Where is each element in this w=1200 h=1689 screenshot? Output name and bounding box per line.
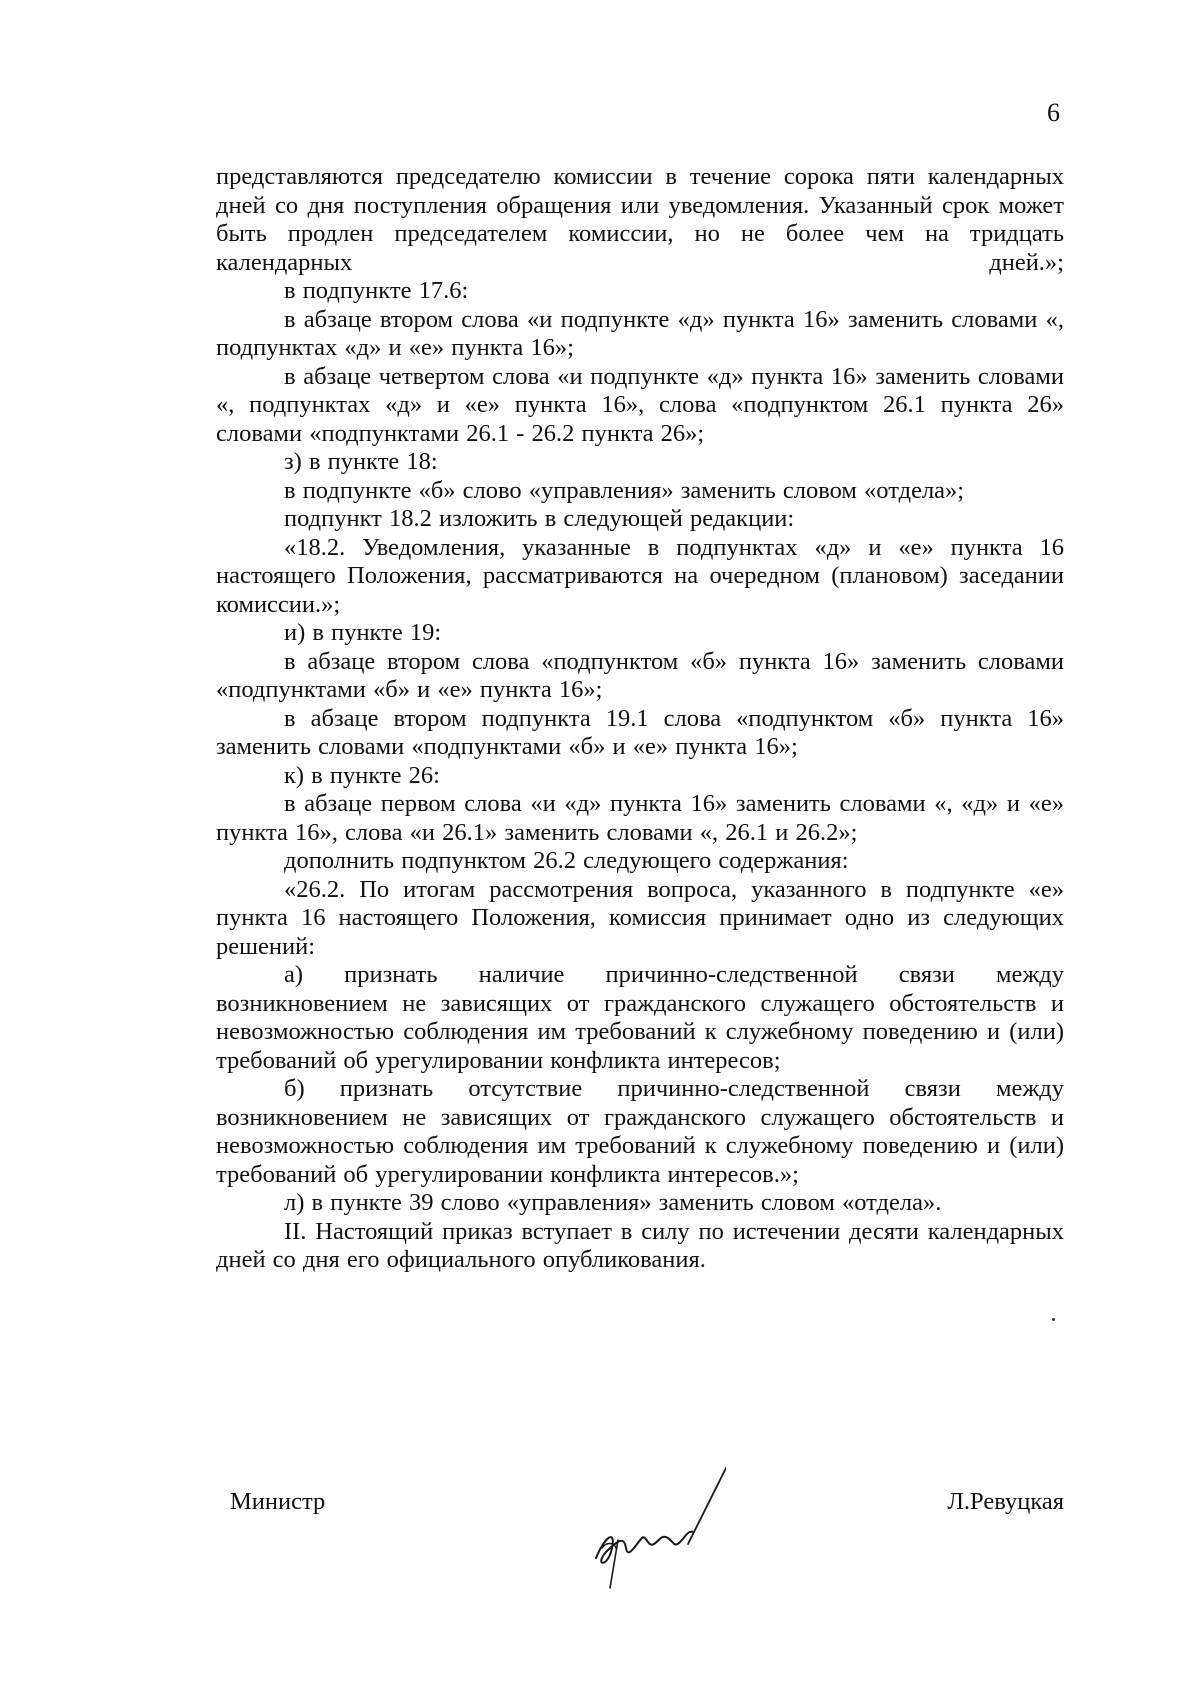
body-paragraph: в абзаце втором слова «подпунктом «б» пункта 16» заменить словами «подпунктами «б» и «е» пункта 16»; <box>216 647 1064 703</box>
body-paragraph: «26.2. По итогам рассмотрения вопроса, указанного в подпункте «е» пункта 16 настоящего Положения, комиссия принимает одно из следующих решений: <box>216 875 1064 960</box>
document-body <box>216 163 1064 1275</box>
signature-block <box>216 1458 1064 1598</box>
body-paragraph: в абзаце втором подпункта 19.1 слова «подпунктом «б» пункта 16» заменить словами «подпунктами «б» и «е» пункта 16»; <box>216 704 1064 760</box>
body-paragraph: а) признать наличие причинно-следственной связи между возникновением не зависящих от гражданского служащего обстоятельств и невозможностью соблюдения им требований к служебному поведению и (или) требований об урегулировании конфликта интересов; <box>216 961 1064 1074</box>
body-paragraph: в абзаце четвертом слова «и подпункте «д» пункта 16» заменить словами «, подпунктах «д» и «е» пункта 16», слова «подпунктом 26.1 пункта 26» словами «подпунктами 26.1 - 26.2 пункта 26»; <box>216 362 1064 447</box>
scan-dot <box>1052 1318 1055 1321</box>
body-paragraph: к) в пункте 26: <box>284 761 440 789</box>
body-paragraph: подпункт 18.2 изложить в следующей редакции: <box>284 505 795 532</box>
body-paragraph: «18.2. Уведомления, указанные в подпунктах «д» и «е» пункта 16 настоящего Положения, рассматриваются на очередном (плановом) заседании комиссии.»; <box>216 533 1064 618</box>
body-paragraph: б) признать отсутствие причинно-следственной связи между возникновением не зависящих от гражданского служащего обстоятельств и невозможностью соблюдения им требований к служебному поведению и (или) требований об урегулировании конфликта интересов.»; <box>216 1075 1064 1188</box>
handwritten-signature <box>576 1448 726 1598</box>
body-paragraph: в абзаце втором слова «и подпункте «д» пункта 16» заменить словами «, подпунктах «д» и «е» пункта 16»; <box>216 305 1064 361</box>
body-paragraph: в абзаце первом слова «и «д» пункта 16» заменить словами «, «д» и «е» пункта 16», слова «и 26.1» заменить словами «, 26.1 и 26.2»; <box>216 790 1064 846</box>
signatory-name: Л.Ревуцкая <box>947 1488 1064 1515</box>
page-number: 6 <box>1047 98 1060 127</box>
body-paragraph: дополнить подпунктом 26.2 следующего содержания: <box>284 847 849 874</box>
signatory-position: Министр <box>230 1488 326 1515</box>
body-paragraph: II. Настоящий приказ вступает в силу по истечении десяти календарных дней со дня его официального опубликования. <box>216 1217 1064 1273</box>
body-paragraph: представляются председателю комиссии в течение сорока пяти календарных дней со дня поступления обращения или уведомления. Указанный срок может быть продлен председателем комиссии, но не более чем на тридцать календарных дней.»; <box>216 163 1064 276</box>
body-paragraph: в подпункте 17.6: <box>284 277 469 304</box>
body-paragraph: и) в пункте 19: <box>284 619 442 646</box>
body-paragraph: з) в пункте 18: <box>284 448 438 475</box>
body-paragraph: л) в пункте 39 слово «управления» заменить словом «отдела». <box>284 1189 942 1216</box>
body-paragraph: в подпункте «б» слово «управления» заменить словом «отдела»; <box>284 476 965 504</box>
